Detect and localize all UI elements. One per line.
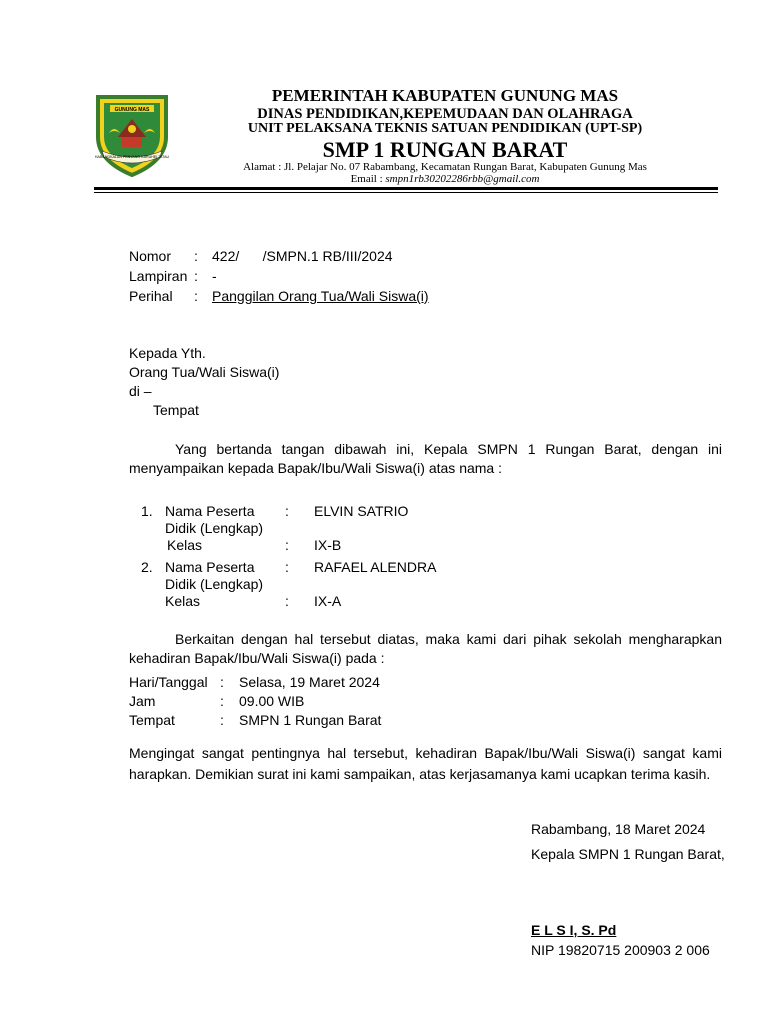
signature-position: Kepala SMPN 1 Rungan Barat,: [531, 846, 725, 862]
request-paragraph: Berkaitan dengan hal tersebut diatas, maka kami dari pihak sekolah mengharapkan kehadiran Bapak/Ibu/Wali Siswa(i) pada :: [129, 631, 722, 666]
schedule-time-value: 09.00 WIB: [239, 693, 305, 709]
schedule-place-sep: :: [220, 712, 224, 728]
kop-divider-thick: [94, 187, 718, 190]
student-1-name-label: Nama Peserta: [165, 503, 255, 519]
signature-name: E L S I, S. Pd: [531, 922, 617, 938]
student-1-name-label-2: Didik (Lengkap): [165, 520, 264, 536]
student-1-number: 1.: [141, 503, 153, 519]
meta-nomor-label: Nomor: [129, 248, 172, 264]
meta-lampiran-value: -: [212, 268, 217, 284]
student-2-name-label: Nama Peserta: [165, 559, 255, 575]
student-2-class-sep: :: [285, 593, 289, 609]
meta-lampiran-label: Lampiran: [129, 268, 188, 284]
recipient-place: Tempat: [153, 402, 199, 418]
recipient-name: Orang Tua/Wali Siswa(i): [129, 364, 280, 380]
student-1-class: IX-B: [314, 537, 342, 553]
recipient-di: di –: [129, 383, 152, 399]
recipient-greeting: Kepada Yth.: [129, 345, 206, 361]
student-2-name: RAFAEL ALENDRA: [314, 559, 437, 575]
student-2-number: 2.: [141, 559, 153, 575]
meta-perihal-sep: :: [194, 288, 198, 304]
meta-lampiran-sep: :: [194, 268, 198, 284]
student-2-class-label: Kelas: [165, 593, 201, 609]
logo-top-text: GUNUNG MAS: [114, 107, 150, 113]
kop-divider-thin: [94, 192, 718, 193]
kop-department: DINAS PENDIDIKAN,KEPEMUDAAN DAN OLAHRAGA: [257, 106, 633, 122]
meta-nomor-value: 422/ /SMPN.1 RB/III/2024: [212, 248, 393, 264]
school-logo: [92, 93, 172, 177]
kop-government: PEMERINTAH KABUPATEN GUNUNG MAS: [271, 86, 619, 105]
kop-email-label: Email :: [350, 173, 386, 185]
schedule-day-value: Selasa, 19 Maret 2024: [239, 674, 380, 690]
signature-place-date: Rabambang, 18 Maret 2024: [531, 821, 706, 837]
kop-unit: UNIT PELAKSANA TEKNIS SATUAN PENDIDIKAN (UPT-SP): [247, 121, 643, 136]
kop-school-name: SMP 1 RUNGAN BARAT: [322, 137, 568, 162]
student-1-name: ELVIN SATRIO: [314, 503, 409, 519]
schedule-day-sep: :: [220, 674, 224, 690]
schedule-time-label: Jam: [129, 693, 156, 709]
signature-nip: NIP 19820715 200903 2 006: [531, 942, 710, 958]
student-1-name-sep: :: [285, 503, 289, 519]
kop-email: smpn1rb30202286rbb@gmail.com: [385, 173, 540, 185]
schedule-time-sep: :: [220, 693, 224, 709]
student-2-class: IX-A: [314, 593, 342, 609]
student-2-name-sep: :: [285, 559, 289, 575]
closing-paragraph: Mengingat sangat pentingnya hal tersebut, kehadiran Bapak/Ibu/Wali Siswa(i) sangat kami harapkan. Demikian surat ini kami sampaikan, atas kerjasamanya kami ucapkan terima kasih.: [129, 745, 722, 782]
intro-paragraph: Yang bertanda tangan dibawah ini, Kepala SMPN 1 Rungan Barat, dengan ini menyampaikan kepada Bapak/Ibu/Wali Siswa(i) atas nama :: [129, 441, 722, 476]
kop-address: Alamat : Jl. Pelajar No. 07 Rabambang, Kecamatan Rungan Barat, Kabupaten Gunung Mas: [243, 161, 647, 173]
schedule-day-label: Hari/Tanggal: [129, 674, 208, 690]
meta-nomor-sep: :: [194, 248, 198, 264]
kop-email-line: [200, 173, 690, 185]
student-1-class-label: Kelas: [167, 537, 203, 553]
schedule-place-value: SMPN 1 Rungan Barat: [239, 712, 382, 728]
meta-perihal-value: Panggilan Orang Tua/Wali Siswa(i): [212, 288, 429, 304]
student-1-class-sep: :: [285, 537, 289, 553]
meta-perihal-label: Perihal: [129, 288, 173, 304]
schedule-place-label: Tempat: [129, 712, 175, 728]
logo-ribbon-text: HABANGKALAN PENYANG KARUHEI TATAU: [94, 155, 170, 159]
student-2-name-label-2: Didik (Lengkap): [165, 576, 264, 592]
